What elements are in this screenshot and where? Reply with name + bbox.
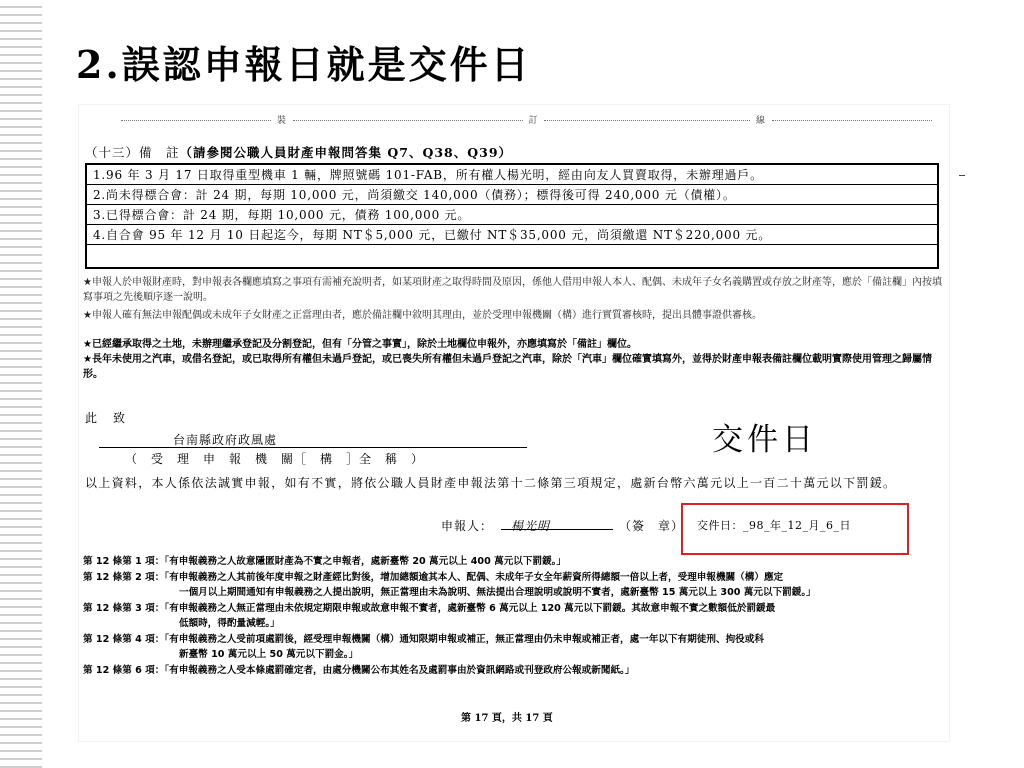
- remarks-cell: 4.自合會 95 年 12 月 10 日起迄今，每期 NT＄5,000 元，已繳付 NT＄35,000 元，尚須繳還 NT＄220,000 元。: [86, 225, 938, 245]
- binding-ding: 訂: [528, 116, 539, 126]
- binding-dots-2: [293, 120, 523, 121]
- remarks-cell: 2.尚未得標合會：計 24 期，每期 10,000 元，尚須繳交 140,000（債務）；標得後可得 240,000 元（債權）。: [86, 185, 938, 205]
- bold-note-2: ★長年未使用之汽車，或借名登記，或已取得所有權但未過戶登記，或已喪失所有權但未過戶登記之汽車，除於「汽車」欄位確實填寫外，並得於財產申報表備註欄位載明實際使用管理之歸屬情形。: [83, 354, 932, 380]
- remarks-cell: 1.96 年 3 月 17 日取得重型機車 1 輛，牌照號碼 101-FAB，所有權人楊光明，經由向友人買賣取得，未辦理過戶。: [86, 164, 938, 185]
- remarks-table: [85, 163, 939, 269]
- law-text: 「有申報義務之人其前後年度申報之財產經比對後，增加總額逾其本人、配偶、未成年子女全年薪資所得總額一倍以上者，受理申報機關（構）應定: [164, 572, 784, 583]
- law-article-4-cont: 新臺幣 10 萬元以上 50 萬元以下罰金。」: [179, 649, 359, 660]
- law-label: 第 12 條第 3 項：: [83, 603, 165, 614]
- declaration-text: 以上資料，本人係依法誠實申報，如有不實，將依公職人員財產申報法第十二條第三項規定，處新台幣六萬元以上一百二十萬元以下罰鍰。: [85, 476, 897, 490]
- remarks-heading-ref: （請參閱公職人員財產申報問答集 Q7、Q38、Q39）: [179, 145, 513, 160]
- submission-date-callout-label: 交件日: [712, 422, 817, 458]
- law-text: 「有申報義務之人無正當理由未依規定期限申報或故意申報不實者，處新臺幣 6 萬元以上 120 萬元以下罰鍰。其故意申報不實之數額低於罰鍰最: [164, 603, 776, 614]
- binding-dots-3: [544, 120, 750, 121]
- remarks-row: [86, 225, 938, 245]
- law-label: 第 12 條第 1 項：: [83, 556, 165, 567]
- seal-label: （簽 章）: [619, 519, 685, 533]
- agency-underline: [99, 429, 527, 448]
- remarks-cell: 3.已得標合會：計 24 期，每期 10,000 元，債務 100,000 元。: [86, 205, 938, 225]
- declarant-label: 申報人：: [441, 519, 494, 533]
- slide-left-decoration: [0, 0, 42, 768]
- agency-name: 台南縣政府政風處: [173, 433, 278, 447]
- law-article-1: [83, 555, 566, 569]
- law-label: 第 12 條第 6 項：: [83, 665, 165, 676]
- ci-zhi: 此 致: [85, 411, 128, 425]
- remarks-heading-label: （十三）備 註: [85, 145, 180, 160]
- remarks-row: [86, 205, 938, 225]
- law-article-2: [83, 571, 783, 585]
- remarks-cell-empty: [86, 245, 938, 269]
- bold-note-1: ★已經繼承取得之土地，未辦理繼承登記及分割登記，但有「分管之事實」，除於土地欄位申報外，亦應填寫於「備註」欄位。: [83, 339, 637, 350]
- slide-title: 2.誤認申報日就是交件日: [76, 42, 532, 87]
- binding-dots-1: [121, 120, 271, 121]
- binding-zhuang: 裝: [277, 116, 287, 126]
- remarks-row: [86, 245, 938, 269]
- slide-left-decoration-edge: [42, 0, 46, 768]
- binding-xian: 線: [756, 116, 766, 126]
- submission-date: 交件日：_98_年_12_月_6_日: [697, 519, 851, 532]
- law-article-3: [83, 602, 775, 616]
- law-article-4: [83, 633, 764, 647]
- law-text: 「有申報義務之人受前項處罰後，經受理申報機關（構）通知限期申報或補正，無正當理由仍未申報或補正者，處一年以下有期徒刑、拘役或科: [164, 634, 764, 645]
- agency-caption: （ 受 理 申 報 機 關［ 構 ］全 稱 ）: [125, 452, 425, 466]
- remarks-row: [86, 185, 938, 205]
- law-text: 「有申報義務之人受本條處罰確定者，由處分機關公布其姓名及處罰事由於資訊網路或刊登政府公報或新聞紙。」: [164, 665, 635, 676]
- binding-line: [115, 113, 938, 126]
- law-article-2-cont: 一個月以上期間通知有申報義務之人提出說明，無正當理由未為說明、無法提出合理說明或說明不實者，處新臺幣 15 萬元以上 300 萬元以下罰鍰。」: [179, 587, 816, 598]
- law-label: 第 12 條第 4 項：: [83, 634, 165, 645]
- note-1: ★申報人於申報財產時，對申報表各欄應填寫之事項有需補充說明者，如某項財產之取得時間及原因，係他人借用申報人本人、配偶、未成年子女名義購置或存放之財產等，應於「備註欄」內按填寫事項之先後順序逐一說明。: [83, 277, 942, 303]
- binding-dots-4: [772, 120, 932, 121]
- submission-date-highlight-box: [681, 503, 909, 555]
- law-text: 「有申報義務之人故意隱匿財產為不實之申報者，處新臺幣 20 萬元以上 400 萬元以下罰鍰。」: [164, 556, 567, 567]
- note-2: ★申報人確有無法申報配偶或未成年子女財產之正當理由者，應於備註欄中敘明其理由，並於受理申報機關（構）進行實質審核時，提出具體事證供審核。: [83, 310, 762, 321]
- law-label: 第 12 條第 2 項：: [83, 572, 165, 583]
- law-article-3-cont: 低額時，得酌量減輕。」: [179, 618, 280, 629]
- red-mark: [959, 175, 965, 176]
- remarks-heading: [85, 143, 512, 161]
- declarant-name: 楊光明: [511, 519, 551, 533]
- scanned-form: [78, 104, 950, 742]
- law-article-5: [83, 664, 634, 678]
- page-footer: 第 17 頁，共 17 頁: [461, 713, 553, 724]
- remarks-row: [86, 164, 938, 185]
